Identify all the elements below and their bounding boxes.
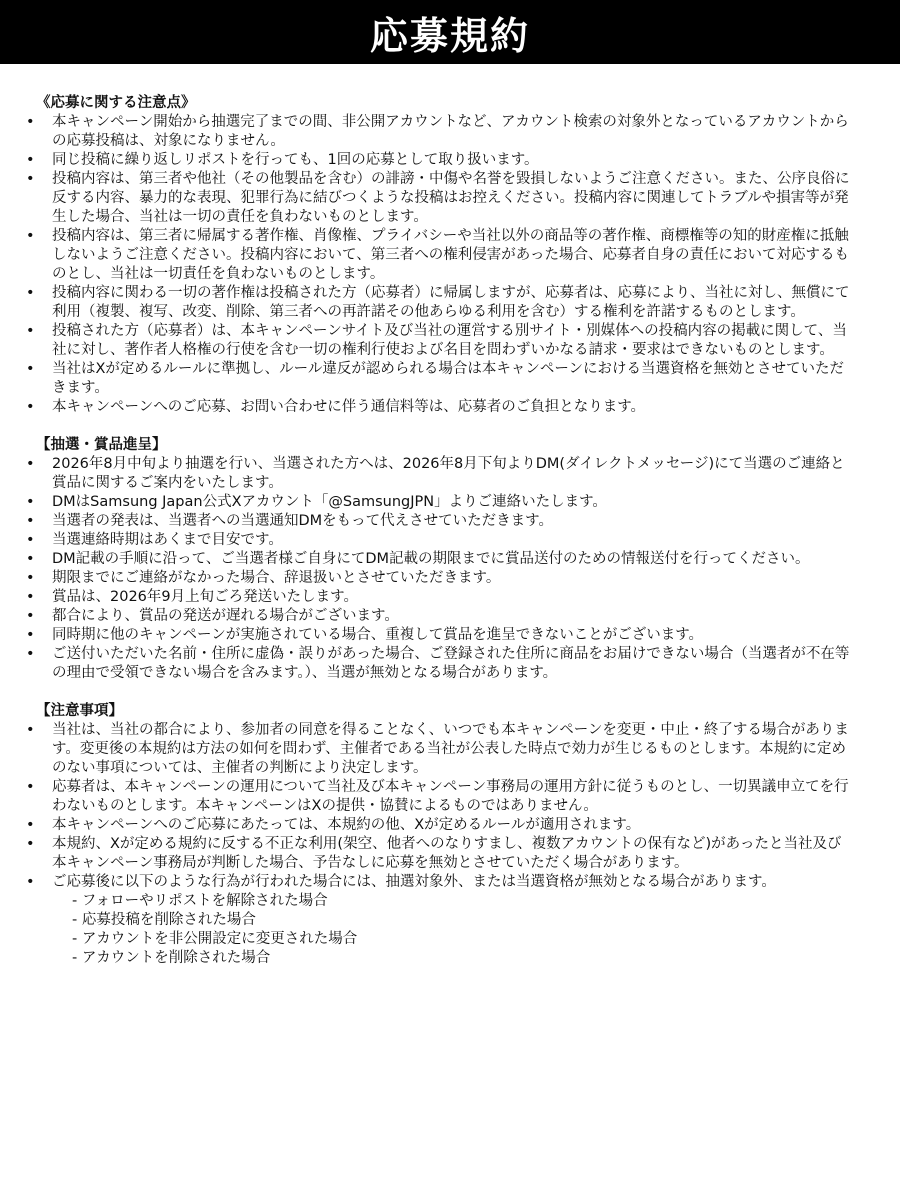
list-item: • 本キャンペーン開始から抽選完了までの間、非公開アカウントなど、アカウント検索の対象外となっているアカウントからの応募投稿は、対象になりません。 [26, 114, 849, 149]
header-banner [0, 0, 900, 64]
bullet-icon: • [26, 608, 35, 624]
section-lottery-prizes [22, 436, 854, 683]
bullet-icon: • [26, 874, 35, 890]
list-item: • 投稿内容は、第三者や他社（その他製品を含む）の誹謗・中傷や名誉を毀損しないようご注意ください。また、公序良俗に反する内容、暴力的な表現、犯罪行為に結びつくような投稿はお控えください。投稿内容に関連してトラブルや損害等が発生した場合、当社は一切の責任を負わないものとします。 [26, 171, 850, 225]
list-item: • 応募者は、本キャンペーンの運用について当社及び本キャンペーン事務局の運用方針に従うものとし、一切異議申立てを行わないものとします。本キャンペーンはXの提供・協賛によるものではありません。 [26, 779, 849, 814]
list-item: • 賞品は、2026年9月上旬ごろ発送いたします。 [26, 589, 358, 605]
bullet-icon: • [26, 513, 35, 529]
bullet-icon: • [26, 817, 35, 833]
list-item: • ご応募後に以下のような行為が行われた場合には、抽選対象外、または当選資格が無効となる場合があります。 - フォローやリポストを解除された場合 - 応募投稿を削除された場合 - アカウントを非公開設定に変更された場合 - アカウントを削除された場合 [22, 873, 854, 968]
page-title: 応募規約 [369, 13, 530, 58]
bullet-list [22, 113, 854, 417]
section-heading: 《応募に関する注意点》 [36, 95, 196, 111]
list-item: • 都合により、賞品の発送が遅れる場合がございます。 [26, 608, 399, 624]
sub-item-list [52, 892, 854, 968]
list-item: • 2026年8月中旬より抽選を行い、当選された方へは、2026年8月下旬よりDM(ダイレクトメッセージ)にて当選のご連絡と賞品に関するご案内をいたします。 [26, 456, 845, 491]
bullet-icon: • [26, 228, 35, 244]
section-heading: 【注意事項】 [36, 703, 123, 719]
bullet-icon: • [26, 494, 35, 510]
bullet-icon: • [26, 114, 35, 130]
bullet-list [22, 721, 854, 968]
sub-list-item: - アカウントを非公開設定に変更された場合 [72, 931, 358, 947]
list-item: • 本規約、Xが定める規約に反する不正な利用(架空、他者へのなりすまし、複数アカウントの保有など)があったと当社及び本キャンペーン事務局が判断した場合、予告なしに応募を無効とさせていただく場合があります。 [26, 836, 842, 871]
bullet-icon: • [26, 589, 35, 605]
bullet-icon: • [26, 152, 35, 168]
list-item: • 投稿内容に関わる一切の著作権は投稿された方（応募者）に帰属しますが、応募者は、応募により、当社に対し、無償にて利用（複製、複写、改変、削除、第三者への再許諾その他あらゆる利用を含む）する権利を許諾するものとします。 [26, 285, 850, 320]
bullet-icon: • [26, 323, 35, 339]
bullet-icon: • [26, 646, 35, 662]
section-application-notes [22, 94, 854, 417]
bullet-icon: • [26, 779, 35, 795]
bullet-icon: • [26, 456, 35, 472]
bullet-icon: • [26, 399, 35, 415]
section-heading: 【抽選・賞品進呈】 [36, 437, 167, 453]
list-item: • 当選者の発表は、当選者への当選通知DMをもって代えさせていただきます。 [26, 513, 554, 529]
bullet-icon: • [26, 532, 35, 548]
bullet-icon: • [26, 285, 35, 301]
list-item: • 期限までにご連絡がなかった場合、辞退扱いとさせていただきます。 [26, 570, 501, 586]
bullet-icon: • [26, 551, 35, 567]
terms-content [0, 64, 900, 968]
list-item: • 同時期に他のキャンペーンが実施されている場合、重複して賞品を進呈できないことがございます。 [26, 627, 704, 643]
section-precautions [22, 702, 854, 968]
list-item: • 当選連絡時期はあくまで目安です。 [26, 532, 283, 548]
list-item: • 投稿された方（応募者）は、本キャンペーンサイト及び当社の運営する別サイト・別媒体への投稿内容の掲載に関して、当社に対し、著作者人格権の行使を含む一切の権利行使および名目を問わずいかなる請求・要求はできないものとします。 [26, 323, 847, 358]
sub-list-item: - 応募投稿を削除された場合 [72, 912, 256, 928]
list-item: • ご送付いただいた名前・住所に虚偽・誤りがあった場合、ご登録された住所に商品をお届けできない場合（当選者が不在等の理由で受領できない場合を含みます。）、当選が無効となる場合があります。 [26, 646, 850, 681]
bullet-icon: • [26, 836, 35, 852]
list-item: • 当社はXが定めるルールに準拠し、ルール違反が認められる場合は本キャンペーンにおける当選資格を無効とさせていただきます。 [26, 361, 845, 396]
list-item: • 本キャンペーンへのご応募、お問い合わせに伴う通信料等は、応募者のご負担となります。 [26, 399, 646, 415]
list-item: • 同じ投稿に繰り返しリポストを行っても、1回の応募として取り扱います。 [26, 152, 539, 168]
sub-list-item: - アカウントを削除された場合 [72, 950, 271, 966]
bullet-icon: • [26, 627, 35, 643]
list-item: • DMはSamsung Japan公式Xアカウント「@SamsungJPN」よりご連絡いたします。 [26, 494, 607, 510]
list-item: • 投稿内容は、第三者に帰属する著作権、肖像権、プライバシーや当社以外の商品等の著作権、商標権等の知的財産権に抵触しないようご注意ください。投稿内容において、第三者への権利侵害があった場合、応募者自身の責任において対応するものとし、当社は一切責任を負わないものとします。 [26, 228, 850, 282]
list-item: • 本キャンペーンへのご応募にあたっては、本規約の他、Xが定めるルールが適用されます。 [26, 817, 641, 833]
bullet-icon: • [26, 171, 35, 187]
bullet-icon: • [26, 361, 35, 377]
list-item: • DM記載の手順に沿って、ご当選者様ご自身にてDM記載の期限までに賞品送付のための情報送付を行ってください。 [26, 551, 810, 567]
bullet-icon: • [26, 722, 35, 738]
sub-list-item: - フォローやリポストを解除された場合 [72, 893, 328, 909]
bullet-list [22, 455, 854, 683]
bullet-icon: • [26, 570, 35, 586]
list-item: • 当社は、当社の都合により、参加者の同意を得ることなく、いつでも本キャンペーンを変更・中止・終了する場合があります。変更後の本規約は方法の如何を問わず、主催者である当社が公表した時点で効力が生じるものとします。本規約に定めのない事項については、主催者の判断により決定します。 [26, 722, 849, 776]
